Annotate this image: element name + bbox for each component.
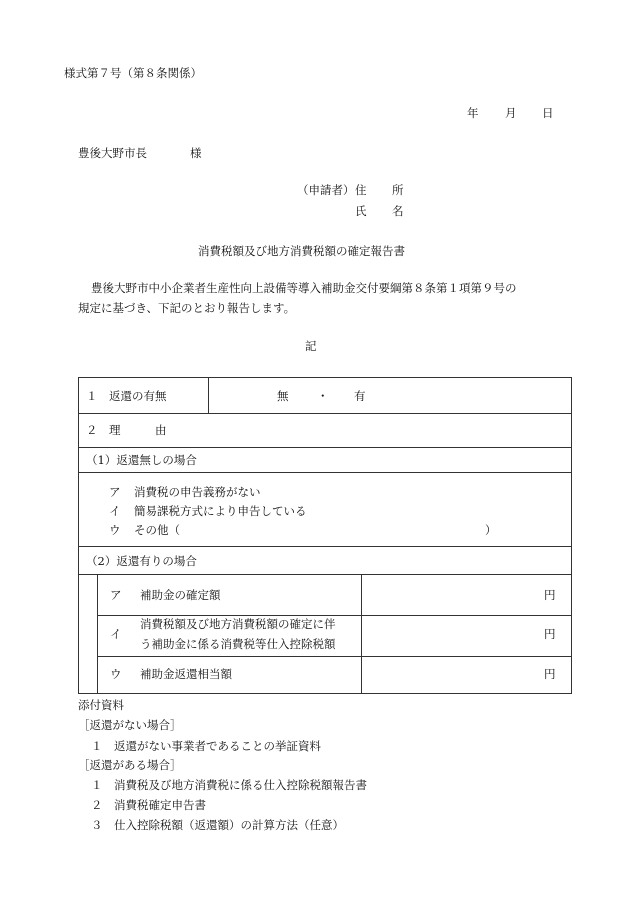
no-refund-attachments-header: ［返還がない場合］ xyxy=(78,718,182,732)
list-item: 簡易課税方式により申告している xyxy=(134,504,307,518)
body-line-1: 豊後大野市中小企業者生産性向上設備等導入補助金交付要綱第８条第１項第９号の xyxy=(91,281,517,295)
body-line-2: 規定に基づき、下記のとおり報告します。 xyxy=(78,301,296,315)
deduction-tax-label-line2: う補助金に係る消費税等仕入控除税額 xyxy=(140,637,336,651)
other-reason-close-paren: ） xyxy=(485,523,497,537)
list-item-number: ３ xyxy=(91,818,103,832)
unit-yen: 円 xyxy=(544,667,556,681)
addressee-honorific: 様 xyxy=(190,146,202,160)
table-rule xyxy=(78,574,572,575)
table-rule xyxy=(78,546,572,547)
refund-yes-option: 有 xyxy=(354,389,366,403)
list-item-number: １ xyxy=(91,739,103,753)
refund-case-header: （2）返還有りの場合 xyxy=(86,554,197,568)
refund-equivalent-amount-label: 補助金返還相当額 xyxy=(140,667,232,681)
refund-none-option: 無 xyxy=(277,389,289,403)
applicant-label: （申請者） xyxy=(297,183,355,197)
form-number: 様式第７号（第８条関係） xyxy=(64,66,202,80)
list-item: その他（ xyxy=(134,523,180,537)
date-year-label: 年 xyxy=(467,106,479,120)
name-label-2: 名 xyxy=(392,204,404,218)
table-rule xyxy=(78,413,572,414)
no-refund-case-header: （1）返還無しの場合 xyxy=(86,453,197,467)
refund-attachments-header: ［返還がある場合］ xyxy=(78,758,182,772)
addressee: 豊後大野市長 xyxy=(78,146,147,160)
list-item-mark: ウ xyxy=(109,523,121,537)
list-item: 消費税確定申告書 xyxy=(114,798,206,812)
unit-yen: 円 xyxy=(544,588,556,602)
row-mark: イ xyxy=(110,627,122,641)
attachments-title: 添付資料 xyxy=(78,698,124,712)
row-mark: ウ xyxy=(110,667,122,681)
list-item-number: ２ xyxy=(91,798,103,812)
refund-existence-label: １ 返還の有無 xyxy=(86,389,167,403)
option-separator: ・ xyxy=(317,389,329,403)
table-rule xyxy=(78,447,572,448)
table-rule xyxy=(78,472,572,473)
reason-label: ２ 理 由 xyxy=(86,423,167,437)
address-label-1: 住 xyxy=(355,183,367,197)
list-item-number: １ xyxy=(91,778,103,792)
name-label-1: 氏 xyxy=(355,204,367,218)
list-item: 返還がない事業者であることの挙証資料 xyxy=(114,739,321,753)
list-item-mark: イ xyxy=(109,504,121,518)
row-mark: ア xyxy=(110,588,122,602)
list-item: 仕入控除税額（返還額）の計算方法（任意） xyxy=(114,818,344,832)
table-rule xyxy=(361,574,362,694)
table-rule xyxy=(208,377,209,413)
address-label-2: 所 xyxy=(392,183,404,197)
date-day-label: 日 xyxy=(542,106,554,120)
table-rule xyxy=(97,615,572,616)
table-rule xyxy=(97,656,572,657)
list-item: 消費税及び地方消費税に係る仕入控除税額報告書 xyxy=(114,778,367,792)
subsidy-confirmed-amount-label: 補助金の確定額 xyxy=(140,588,221,602)
unit-yen: 円 xyxy=(544,627,556,641)
deduction-tax-label-line1: 消費税額及び地方消費税額の確定に伴 xyxy=(140,617,336,631)
list-item: 消費税の申告義務がない xyxy=(134,485,261,499)
table-rule xyxy=(97,574,98,694)
list-item-mark: ア xyxy=(109,485,121,499)
date-month-label: 月 xyxy=(505,106,517,120)
document-title: 消費税額及び地方消費税額の確定報告書 xyxy=(198,244,405,258)
ki-label: 記 xyxy=(305,339,317,353)
